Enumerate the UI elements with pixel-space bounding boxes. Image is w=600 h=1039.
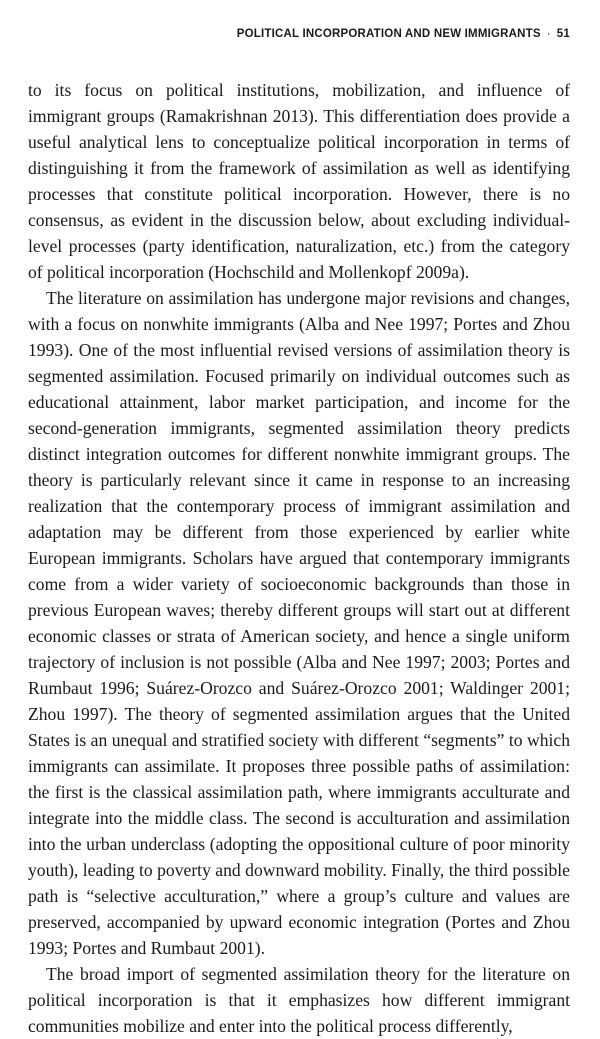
- body-text: [28, 77, 570, 1039]
- running-header: [237, 28, 570, 40]
- paragraph-broad-import: The broad import of segmented assimilation theory for the literature on political incorporation is that it emphasizes how different immigrant communities mobilize and enter into the political process differently,: [28, 964, 570, 1036]
- running-title: POLITICAL INCORPORATION AND NEW IMMIGRANTS: [236, 28, 541, 40]
- header-separator: ·: [546, 28, 551, 40]
- paragraph-continued: to its focus on political institutions, mobilization, and influence of immigrant groups (Ramakrishnan 2013). This differentiation does provide a useful analytical lens to conceptualize political incorporation in terms of distinguishing it from the framework of assimilation as well as identifying processes that constitute political incorporation. However, there is no consensus, as evident in the discussion below, about excluding individual-level processes (party identification, naturalization, etc.) from the category of political incorporation (Hochschild and Mollenkopf 2009a).: [28, 80, 570, 282]
- paragraph-assimilation-literature: The literature on assimilation has undergone major revisions and changes, with a focus on nonwhite immigrants (Alba and Nee 1997; Portes and Zhou 1993). One of the most influential revised versions of assimilation theory is segmented assimilation. Focused primarily on individual outcomes such as educational attainment, labor market participation, and income for the second-generation immigrants, segmented assimilation theory predicts distinct integration outcomes for different nonwhite immigrant groups. The theory is particularly relevant since it came in response to an increasing realization that the contemporary process of immigrant assimilation and adaptation may be different from those experienced by earlier white European immigrants. Scholars have argued that contemporary immigrants come from a wider variety of socioeconomic backgrounds than those in previous European waves; thereby different groups will start out at different economic classes or strata of American society, and hence a single uniform trajectory of inclusion is not possible (Alba and Nee 1997; 2003; Portes and Rumbaut 1996; Suárez-Orozco and Suárez-Orozco 2001; Waldinger 2001; Zhou 1997). The theory of segmented assimilation argues that the United States is an unequal and stratified society with different “segments” to which immigrants can assimilate. It proposes three possible paths of assimilation: the first is the classical assimilation path, where immigrants acculturate and integrate into the middle class. The second is acculturation and assimilation into the urban underclass (adopting the oppositional culture of poor minority youth), leading to poverty and downward mobility. Finally, the third possible path is “selective acculturation,” where a group’s culture and values are preserved, accompanied by upward economic integration (Portes and Zhou 1993; Portes and Rumbaut 2001).: [28, 288, 570, 958]
- page-number: 51: [556, 28, 570, 40]
